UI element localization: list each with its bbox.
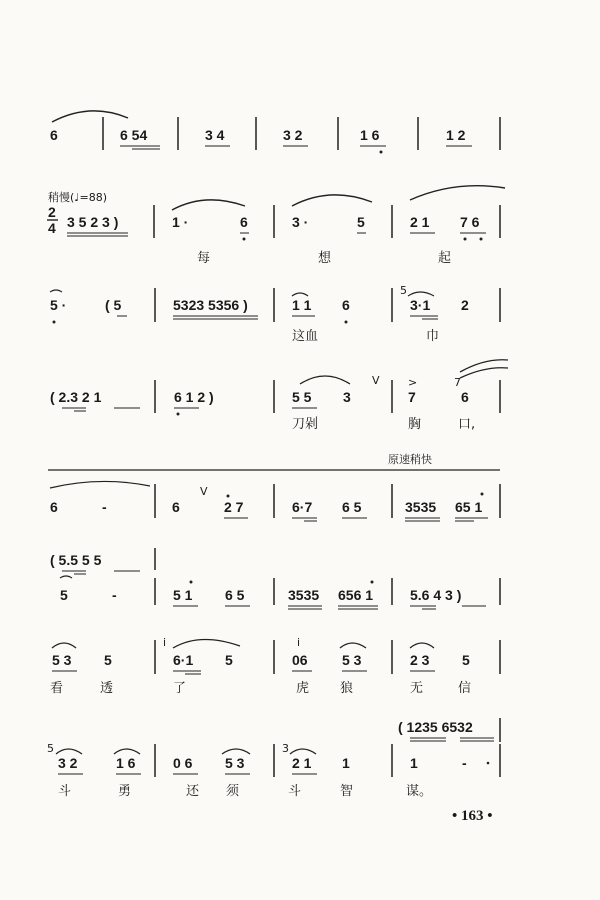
lyric: 智 <box>340 784 354 799</box>
lyric: 须 <box>226 784 240 799</box>
note: 1 · <box>172 214 189 230</box>
lyric: 无 <box>410 681 424 696</box>
grace-note: 7 <box>454 376 461 389</box>
note: 2 1 <box>410 214 430 230</box>
note: 6 <box>461 389 469 405</box>
note: 1 <box>410 755 418 771</box>
page-number: • 163 • <box>452 808 493 824</box>
lyric: 口, <box>458 417 476 432</box>
lyric: 想 <box>318 251 332 266</box>
note: 5 3 <box>342 652 362 668</box>
note: - <box>112 587 117 603</box>
note: 5 <box>462 652 470 668</box>
lyric: 勇 <box>118 784 132 799</box>
note: 3·1 <box>410 297 431 313</box>
meter-bottom: 4 <box>48 220 56 236</box>
grace-note: 5 <box>47 742 54 755</box>
note: 6 <box>50 127 58 143</box>
note: 5.6 4 3 ) <box>410 587 462 603</box>
lyric: 谋。 <box>406 784 433 799</box>
note: 65 1 <box>455 499 483 515</box>
note: 1 2 <box>446 127 466 143</box>
note: 3535 <box>405 499 437 515</box>
note: 6 <box>342 297 350 313</box>
meter-top: 2 <box>48 204 56 220</box>
lyric: 巾 <box>426 329 440 344</box>
note: 5 <box>357 214 365 230</box>
note: ( 1235 6532 <box>398 719 473 735</box>
note: 6·7 <box>292 499 313 515</box>
grace-note: 5 <box>400 284 407 297</box>
note: 3 · <box>292 214 309 230</box>
note: 6 <box>50 499 58 515</box>
note: 5 · <box>50 297 67 313</box>
row-4 <box>50 360 508 432</box>
lyric: 起 <box>438 251 452 266</box>
note: 5 1 <box>173 587 193 603</box>
note: 1 6 <box>360 127 380 143</box>
note: 5 <box>225 652 233 668</box>
lyric: 这血 <box>292 329 319 344</box>
note: 3 5 2 3 ) <box>67 214 119 230</box>
note: ( 5 <box>105 297 122 313</box>
lyric: 信 <box>458 681 472 696</box>
note: 5 3 <box>52 652 72 668</box>
lyric: 斗 <box>288 784 302 799</box>
note: 6 5 <box>342 499 362 515</box>
note: 7 <box>408 389 416 405</box>
lyric: 虎 <box>296 681 310 696</box>
row-5 <box>48 452 500 521</box>
lyric: 了 <box>173 681 187 696</box>
note: 6 <box>240 214 248 230</box>
note: 2 <box>461 297 469 313</box>
row-3 <box>50 284 500 344</box>
row-1 <box>50 111 500 154</box>
note: 2 3 <box>410 652 430 668</box>
note: 06 <box>292 652 308 668</box>
note: 1 <box>342 755 350 771</box>
speed-change-marking: 原速稍快 <box>388 453 432 466</box>
lyric: 透 <box>100 681 114 696</box>
note: - <box>462 755 467 771</box>
note: 6 <box>172 499 180 515</box>
tempo-marking: 稍慢(♩=88) <box>48 191 107 204</box>
note: 5323 5356 ) <box>173 297 248 313</box>
note: 656 1 <box>338 587 374 603</box>
note: 5 <box>104 652 112 668</box>
note: 3 4 <box>205 127 225 143</box>
note: 2 1 <box>292 755 312 771</box>
breath-mark: V <box>372 374 380 387</box>
grace-note: 3 <box>282 742 289 755</box>
note: 6 54 <box>120 127 148 143</box>
note: 5 3 <box>225 755 245 771</box>
note: ( 2.3 2 1 <box>50 389 102 405</box>
lyric: 狼 <box>340 681 354 696</box>
note: 2 7 <box>224 499 244 515</box>
grace-note: i <box>163 636 167 649</box>
row-8 <box>47 718 500 799</box>
note: 6 5 <box>225 587 245 603</box>
note: 6 1 2 ) <box>174 389 214 405</box>
note: 1 6 <box>116 755 136 771</box>
lyric: 刀剁 <box>292 417 319 432</box>
grace-note: i <box>297 636 301 649</box>
row-7 <box>50 636 500 696</box>
note: 5 <box>60 587 68 603</box>
note: 3535 <box>288 587 320 603</box>
note: 1 1 <box>292 297 312 313</box>
lyric: 胸 <box>408 417 422 432</box>
row-2 <box>47 186 505 266</box>
note: 5 5 <box>292 389 312 405</box>
row-6 <box>50 548 500 609</box>
note: - <box>102 499 107 515</box>
accent-mark: > <box>408 376 418 389</box>
note: 0 6 <box>173 755 193 771</box>
note: 3 2 <box>58 755 78 771</box>
note: 3 2 <box>283 127 303 143</box>
breath-mark: V <box>200 485 208 498</box>
note: 6·1 <box>173 652 194 668</box>
note: 7 6 <box>460 214 480 230</box>
lyric: 看 <box>50 681 64 696</box>
lyric: 每 <box>197 251 211 266</box>
lyric: 斗 <box>58 784 72 799</box>
lyric: 还 <box>186 784 200 799</box>
note: ( 5.5 5 5 <box>50 552 102 568</box>
note: 3 <box>343 389 351 405</box>
